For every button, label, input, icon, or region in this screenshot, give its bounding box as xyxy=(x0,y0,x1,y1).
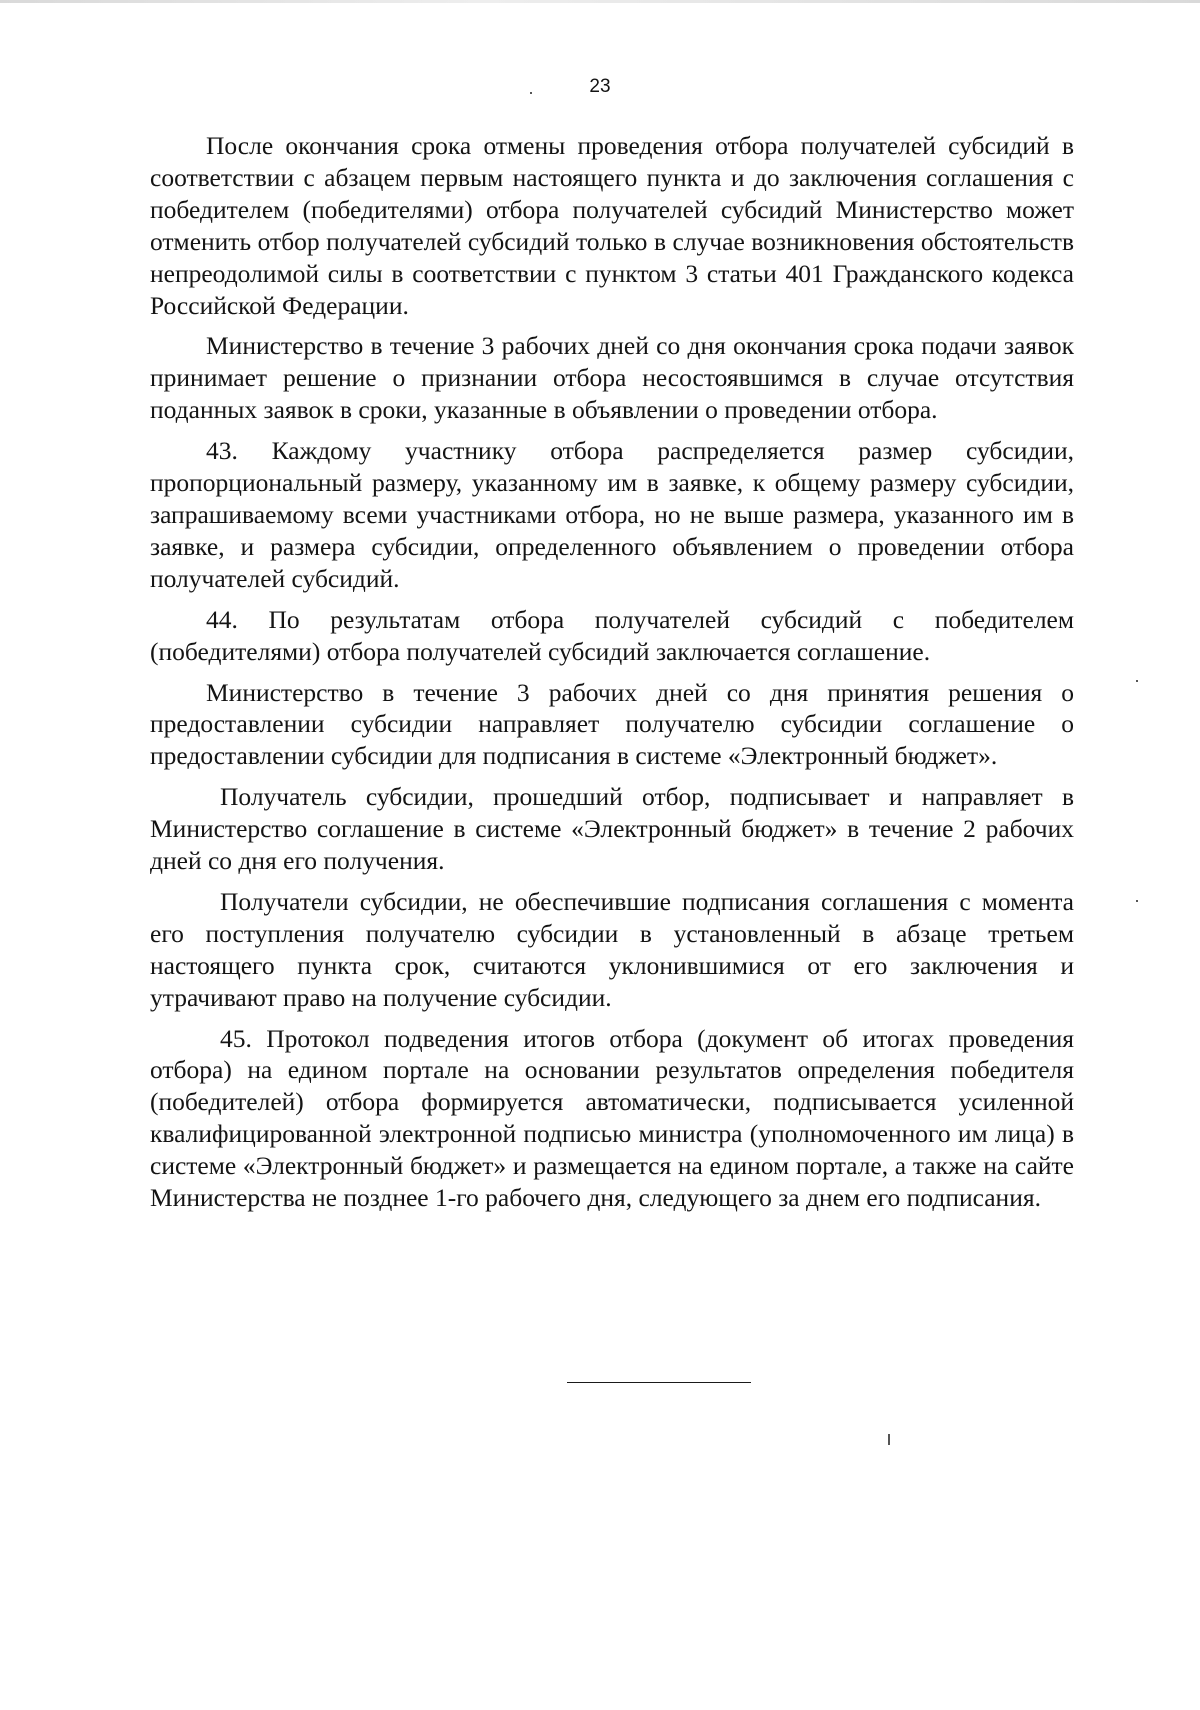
end-of-section-rule xyxy=(567,1382,751,1383)
scan-top-edge xyxy=(0,0,1200,3)
scan-speck xyxy=(1136,680,1138,682)
paragraph-failed-selection: Министерство в течение 3 рабочих дней со дня окончания срока подачи заявок принимает решение о признании отбора несостоявшимся в случае отсутствия поданных заявок в сроки, указанные в объявлении о проведении отбора. xyxy=(150,331,1074,425)
paragraph-agreement-signing: Получатель субсидии, прошедший отбор, подписывает и направляет в Министерство соглашение в системе «Электронный бюджет» в течение 2 рабочих дней со дня его получения. xyxy=(150,782,1074,876)
paragraph-evasion: Получатели субсидии, не обеспечившие подписания соглашения с момента его поступления получателю субсидии в установленный в абзаце третьем настоящего пункта срок, считаются уклонившимися от его заключения и утрачивают право на получение субсидии. xyxy=(150,886,1074,1012)
scan-speck xyxy=(888,1434,890,1445)
paragraph-44-agreement: 44. По результатам отбора получателей субсидий с победителем (победителями) отбора получателей субсидий заключается соглашение. xyxy=(150,604,1074,666)
paragraph-43-subsidy-distribution: 43. Каждому участнику отбора распределяется размер субсидии, пропорциональный размеру, указанному им в заявке, к общему размеру субсидии, запрашиваемому всеми участниками отбора, но не выше размера, указанного им в заявке, и размера субсидии, определенного объявлением о проведении отбора получателей субсидий. xyxy=(150,436,1074,593)
scan-speck xyxy=(1136,900,1138,902)
document-body xyxy=(150,130,1074,1223)
paragraph-agreement-sending: Министерство в течение 3 рабочих дней со дня принятия решения о предоставлении субсидии направляет получателю субсидии соглашение о предоставлении субсидии для подписания в системе «Электронный бюджет». xyxy=(150,677,1074,771)
paragraph-cancellation-after-deadline: После окончания срока отмены проведения отбора получателей субсидий в соответствии с абзацем первым настоящего пункта и до заключения соглашения с победителем (победителями) отбора получателей субсидий Министерство может отменить отбор получателей субсидий только в случае возникновения обстоятельств непреодолимой силы в соответствии с пунктом 3 статьи 401 Гражданского кодекса Российской Федерации. xyxy=(150,131,1074,320)
page-number: 23 xyxy=(589,76,611,97)
paragraph-45-protocol: 45. Протокол подведения итогов отбора (документ об итогах проведения отбора) на едином портале на основании результатов определения победителя (победителей) отбора формируется автоматически, подписывается усиленной квалифицированной электронной подписью министра (уполномоченного им лица) в системе «Электронный бюджет» и размещается на едином портале, а также на сайте Министерства не позднее 1-го рабочего дня, следующего за днем его подписания. xyxy=(150,1023,1074,1213)
scan-speck xyxy=(530,92,532,94)
